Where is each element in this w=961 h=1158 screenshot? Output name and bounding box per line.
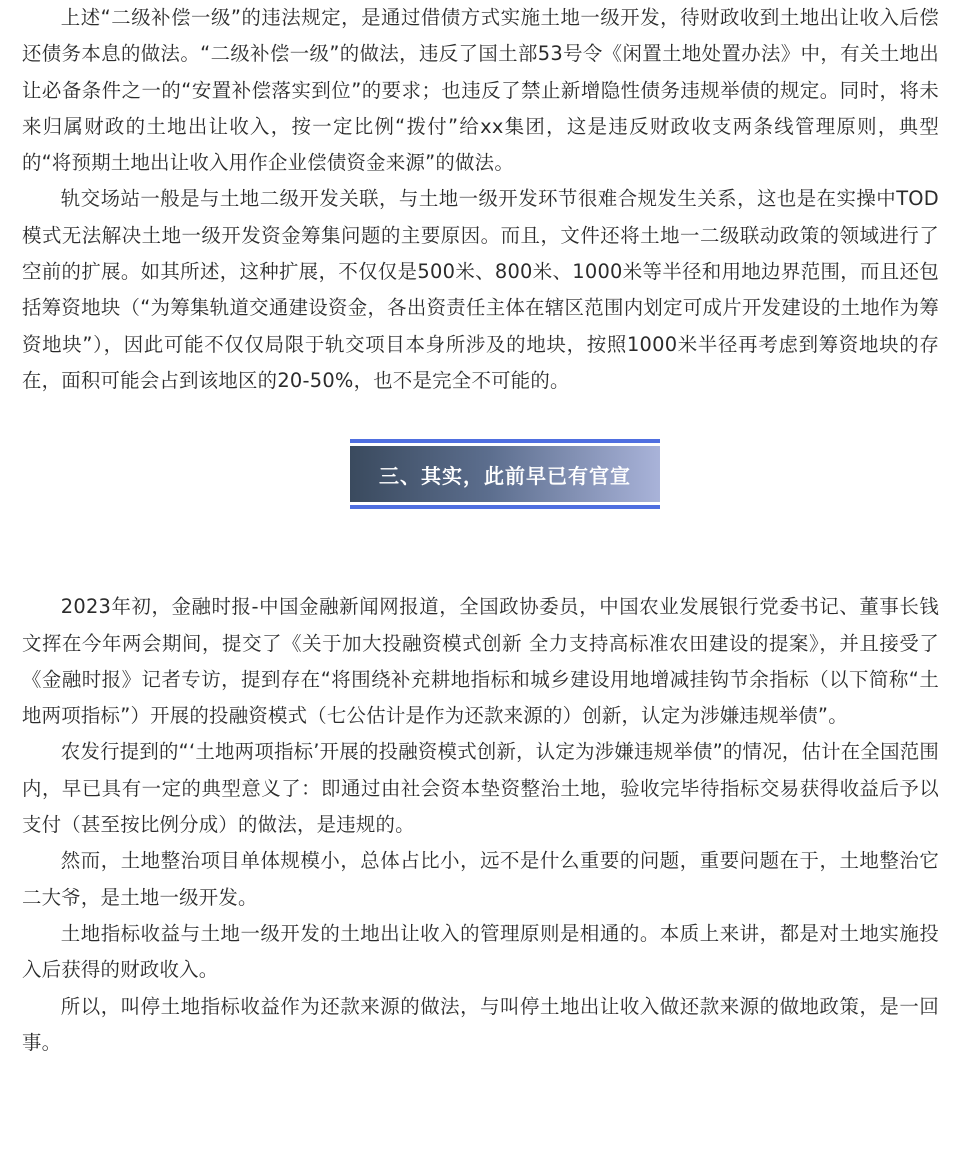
section-intro [22,0,939,399]
section-heading: 三、其实，此前早已有官宣 [350,446,660,502]
section-heading-block [22,399,939,589]
paragraph: 轨交场站一般是与土地二级开发关联，与土地一级开发环节很难合规发生关系，这也是在实操中TOD模式无法解决土地一级开发资金筹集问题的主要原因。而且，文件还将土地一二级联动政策的领域进行了空前的扩展。如其所述，这种扩展，不仅仅是500米、800米、1000米等半径和用地边界范围，而且还包括筹资地块（“为筹集轨道交通建设资金，各出资责任主体在辖区范围内划定可成片开发建设的土地作为筹资地块”），因此可能不仅仅局限于轨交项目本身所涉及的地块，按照1000米半径再考虑到筹资地块的存在，面积可能会占到该地区的20-50%，也不是完全不可能的。 [22,187,939,392]
paragraph: 所以，叫停土地指标收益作为还款来源的做法，与叫停土地出让收入做还款来源的做地政策，是一回事。 [22,994,939,1054]
paragraph: 然而，土地整治项目单体规模小，总体占比小，远不是什么重要的问题，重要问题在于，土地整治它二大爷，是土地一级开发。 [22,849,939,909]
paragraph: 农发行提到的“‘土地两项指标’开展的投融资模式创新，认定为涉嫌违规举债”的情况，估计在全国范围内，早已具有一定的典型意义了：即通过由社会资本垫资整治土地，验收完毕待指标交易获得收益后予以支付（甚至按比例分成）的做法，是违规的。 [22,740,939,837]
paragraph: 2023年初，金融时报-中国金融新闻网报道，全国政协委员，中国农业发展银行党委书记、董事长钱文挥在今年两会期间，提交了《关于加大投融资模式创新 全力支持高标准农田建设的提案》，并且接受了《金融时报》记者专访，提到存在“将围绕补充耕地指标和城乡建设用地增减挂钩节余指标（以下简称“土地两项指标”）开展的投融资模式（七公估计是作为还款来源的）创新，认定为涉嫌违规举债”。 [22,595,939,728]
paragraph: 土地指标收益与土地一级开发的土地出让收入的管理原则是相通的。本质上来讲，都是对土地实施投入后获得的财政收入。 [22,921,939,982]
section-body [22,589,939,1061]
paragraph: 上述“二级补偿一级”的违法规定，是通过借债方式实施土地一级开发，待财政收到土地出让收入后偿还债务本息的做法。“二级补偿一级”的做法，违反了国土部53号令《闲置土地处置办法》中，有关土地出让必备条件之一的“安置补偿落实到位”的要求；也违反了禁止新增隐性债务违规举债的规定。同时，将未来归属财政的土地出让收入，按一定比例“拨付”给xx集团，这是违反财政收支两条线管理原则，典型的“将预期土地出让收入用作企业偿债资金来源”的做法。 [22,6,939,175]
section-heading-frame [350,439,660,509]
